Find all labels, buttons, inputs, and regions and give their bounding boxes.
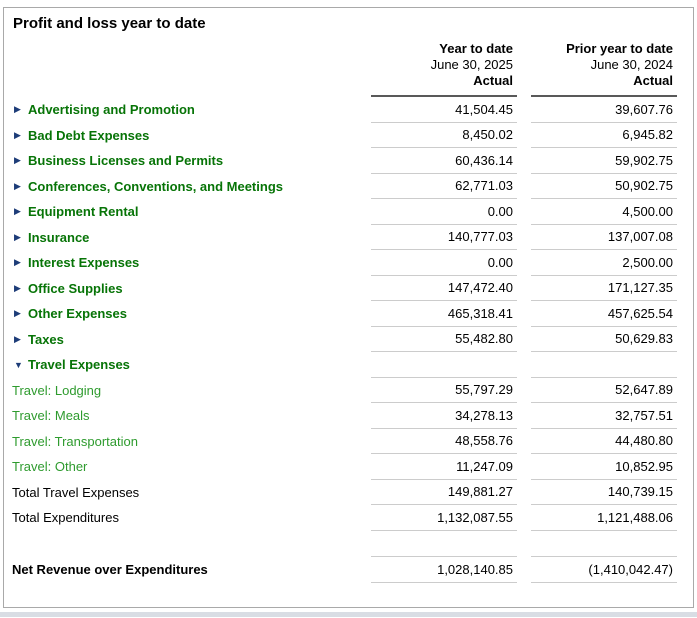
- row-label[interactable]: Equipment Rental: [28, 204, 139, 220]
- row-label-cell: [12, 128, 357, 143]
- report-table: [4, 41, 693, 583]
- row-label-cell: [12, 510, 357, 525]
- prior-year-value: 137,007.08: [531, 225, 677, 251]
- prior-year-value: [531, 531, 677, 557]
- row-label-cell: [12, 102, 357, 117]
- ytd-value: [371, 531, 517, 557]
- collapsed-triangle-icon[interactable]: ▶: [14, 206, 21, 217]
- row-label[interactable]: Conferences, Conventions, and Meetings: [28, 178, 283, 194]
- prior-year-value: 50,629.83: [531, 327, 677, 353]
- ytd-value: 41,504.45: [371, 97, 517, 123]
- column-header-prior-year-to-date: [531, 41, 677, 97]
- ytd-value: 62,771.03: [371, 174, 517, 200]
- row-label[interactable]: Bad Debt Expenses: [28, 127, 150, 143]
- prior-year-value: [531, 352, 677, 378]
- row-label-cell: [12, 255, 357, 270]
- prior-year-value: 59,902.75: [531, 148, 677, 174]
- profit-loss-report-panel: [3, 7, 694, 608]
- row-label-cell: [12, 281, 357, 296]
- table-row: [12, 123, 677, 149]
- ytd-value: 55,797.29: [371, 378, 517, 404]
- row-label[interactable]: Office Supplies: [28, 280, 123, 296]
- row-label-cell: [12, 434, 357, 449]
- table-body: [12, 97, 677, 583]
- table-row: [12, 378, 677, 404]
- row-label: Net Revenue over Expenditures: [12, 562, 208, 577]
- column-header-basis: Actual: [633, 73, 673, 88]
- table-row: [12, 403, 677, 429]
- row-label: Total Expenditures: [12, 510, 119, 526]
- ytd-value: 55,482.80: [371, 327, 517, 353]
- window-bottom-strip: [0, 612, 697, 617]
- prior-year-value: 6,945.82: [531, 123, 677, 149]
- row-label-cell: [12, 383, 357, 398]
- column-header-date: June 30, 2024: [590, 57, 673, 72]
- row-label[interactable]: Travel Expenses: [28, 357, 130, 373]
- row-label-cell: [12, 179, 357, 194]
- collapsed-triangle-icon[interactable]: ▶: [14, 104, 21, 115]
- ytd-value: 140,777.03: [371, 225, 517, 251]
- collapsed-triangle-icon[interactable]: ▶: [14, 129, 21, 140]
- table-header-row: [12, 41, 677, 97]
- prior-year-value: 32,757.51: [531, 403, 677, 429]
- row-label[interactable]: Advertising and Promotion: [28, 102, 195, 118]
- table-row: [12, 148, 677, 174]
- prior-year-value: 4,500.00: [531, 199, 677, 225]
- ytd-value: 0.00: [371, 250, 517, 276]
- collapsed-triangle-icon[interactable]: ▶: [14, 308, 21, 319]
- row-label: Travel: Transportation: [12, 433, 138, 449]
- ytd-value: 465,318.41: [371, 301, 517, 327]
- table-row: [12, 454, 677, 480]
- row-label-cell: [12, 357, 357, 372]
- collapsed-triangle-icon[interactable]: ▶: [14, 333, 21, 344]
- row-label: Travel: Meals: [12, 408, 90, 424]
- row-label: Travel: Lodging: [12, 382, 102, 398]
- row-label[interactable]: Interest Expenses: [28, 255, 140, 271]
- row-label-cell: [12, 332, 357, 347]
- row-label-cell: [12, 562, 357, 577]
- ytd-value: 11,247.09: [371, 454, 517, 480]
- table-row: [12, 250, 677, 276]
- row-label-cell: [12, 306, 357, 321]
- prior-year-value: 1,121,488.06: [531, 505, 677, 531]
- row-label[interactable]: Other Expenses: [28, 306, 127, 322]
- prior-year-value: 44,480.80: [531, 429, 677, 455]
- ytd-value: [371, 352, 517, 378]
- row-label-cell: [12, 485, 357, 500]
- page-title: Profit and loss year to date: [13, 15, 206, 32]
- row-label: Total Travel Expenses: [12, 484, 140, 500]
- column-header-period-label: Prior year to date: [566, 41, 673, 56]
- ytd-value: 149,881.27: [371, 480, 517, 506]
- table-row: [12, 225, 677, 251]
- table-row: [12, 276, 677, 302]
- table-row: [12, 327, 677, 353]
- prior-year-value: 50,902.75: [531, 174, 677, 200]
- table-row: [12, 429, 677, 455]
- collapsed-triangle-icon[interactable]: ▶: [14, 231, 21, 242]
- ytd-value: 0.00: [371, 199, 517, 225]
- table-row: [12, 505, 677, 531]
- table-row: [12, 174, 677, 200]
- collapsed-triangle-icon[interactable]: ▶: [14, 180, 21, 191]
- ytd-value: 60,436.14: [371, 148, 517, 174]
- collapsed-triangle-icon[interactable]: ▶: [14, 257, 21, 268]
- column-header-period-label: Year to date: [439, 41, 513, 56]
- ytd-value: 1,132,087.55: [371, 505, 517, 531]
- prior-year-value: 457,625.54: [531, 301, 677, 327]
- table-row: [12, 352, 677, 378]
- column-header-basis: Actual: [473, 73, 513, 88]
- prior-year-value: 39,607.76: [531, 97, 677, 123]
- prior-year-value: (1,410,042.47): [531, 557, 677, 583]
- row-label: Travel: Other: [12, 459, 88, 475]
- table-row: [12, 480, 677, 506]
- row-label-cell: [12, 408, 357, 423]
- table-row: [12, 301, 677, 327]
- collapsed-triangle-icon[interactable]: ▶: [14, 282, 21, 293]
- column-header-year-to-date: [371, 41, 517, 97]
- prior-year-value: 171,127.35: [531, 276, 677, 302]
- table-row: [12, 557, 677, 583]
- row-label-cell: [12, 204, 357, 219]
- ytd-value: 1,028,140.85: [371, 557, 517, 583]
- table-row: [12, 199, 677, 225]
- ytd-value: 34,278.13: [371, 403, 517, 429]
- row-label-cell: [12, 230, 357, 245]
- ytd-value: 147,472.40: [371, 276, 517, 302]
- row-label[interactable]: Business Licenses and Permits: [28, 153, 224, 169]
- expanded-triangle-icon[interactable]: ▼: [14, 359, 23, 370]
- row-label-cell: [12, 459, 357, 474]
- prior-year-value: 2,500.00: [531, 250, 677, 276]
- prior-year-value: 140,739.15: [531, 480, 677, 506]
- header-label-spacer: [12, 41, 357, 97]
- ytd-value: 8,450.02: [371, 123, 517, 149]
- table-row: [12, 97, 677, 123]
- prior-year-value: 52,647.89: [531, 378, 677, 404]
- spacer-row: [12, 531, 677, 557]
- row-label[interactable]: Taxes: [28, 331, 64, 347]
- column-header-date: June 30, 2025: [430, 57, 513, 72]
- ytd-value: 48,558.76: [371, 429, 517, 455]
- row-label-cell: [12, 153, 357, 168]
- prior-year-value: 10,852.95: [531, 454, 677, 480]
- row-label[interactable]: Insurance: [28, 229, 90, 245]
- collapsed-triangle-icon[interactable]: ▶: [14, 155, 21, 166]
